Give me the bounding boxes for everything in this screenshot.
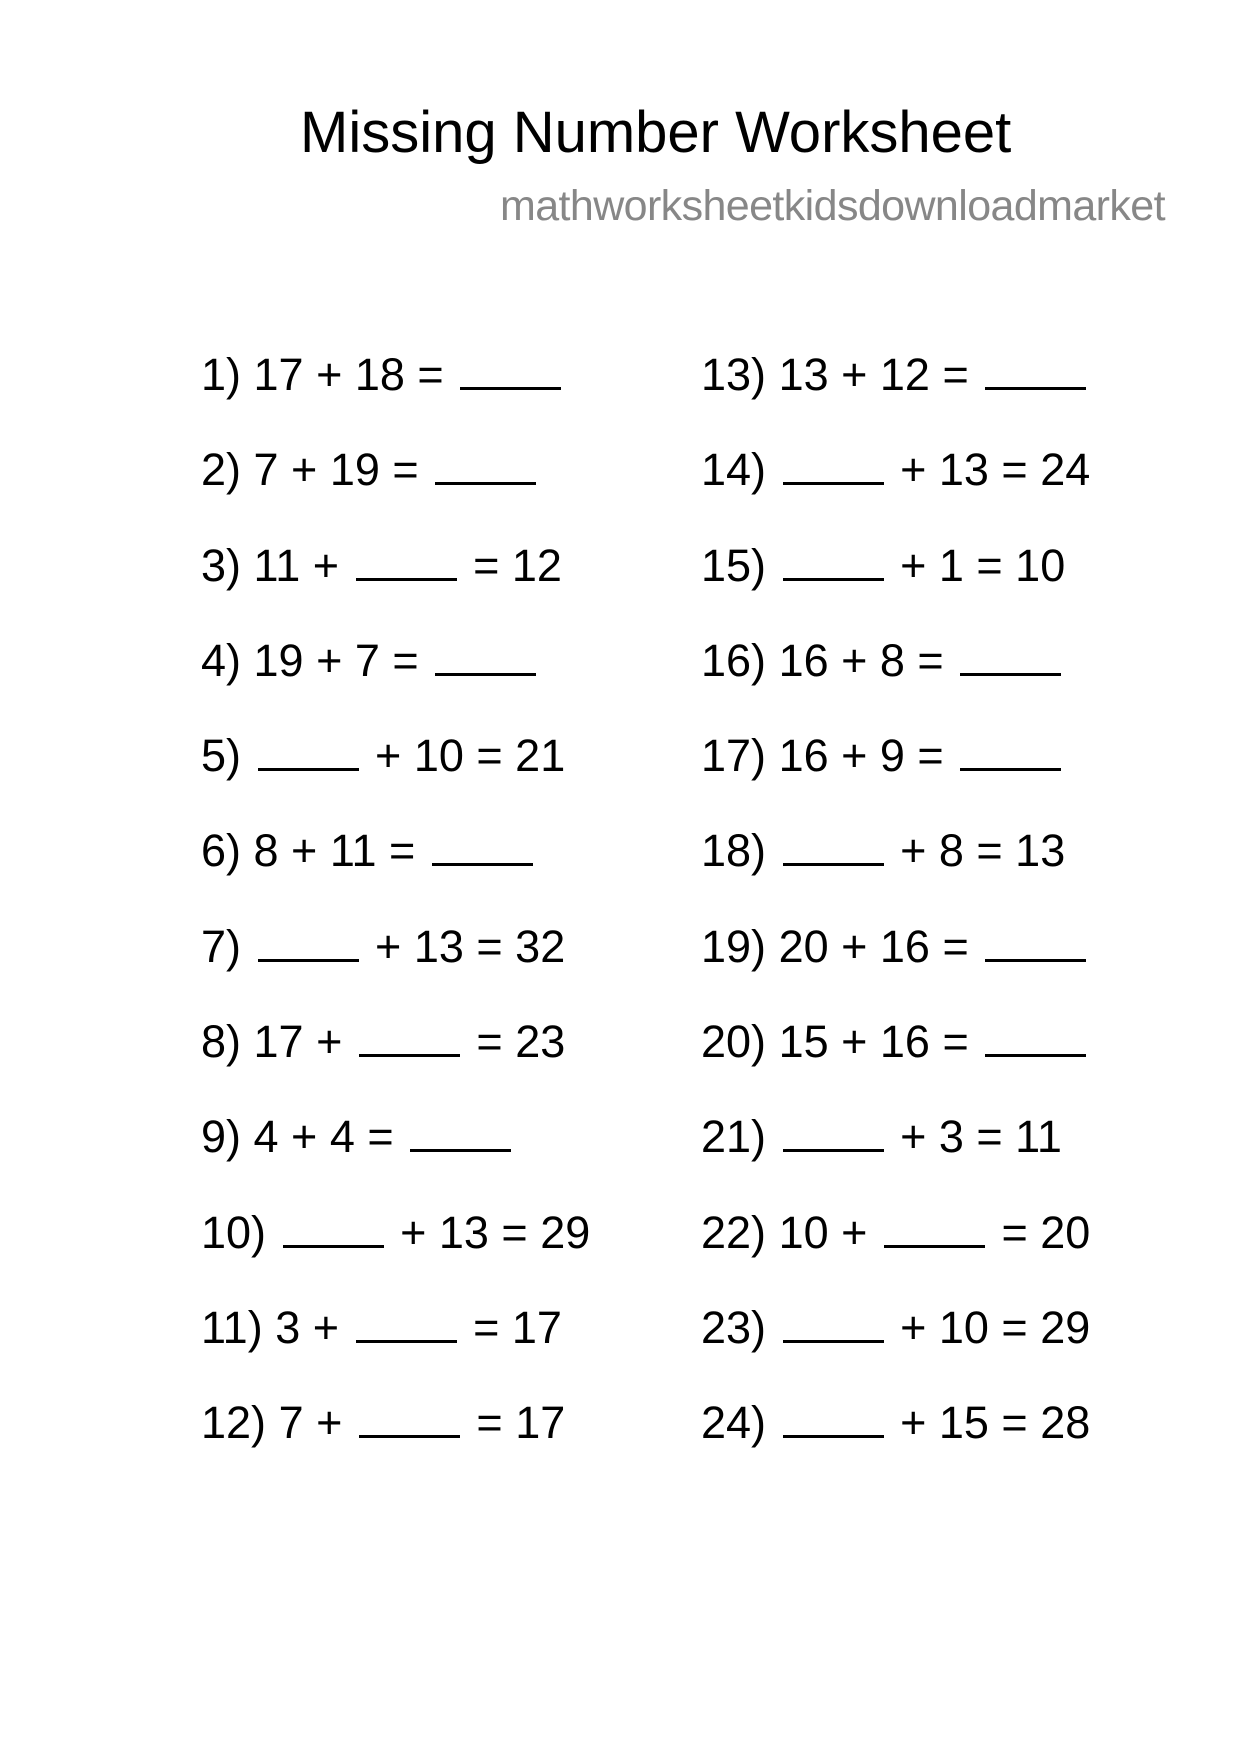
problems-column-right [701, 350, 1090, 1494]
answer-blank[interactable] [783, 1307, 884, 1343]
problem-number: 18) [701, 825, 767, 877]
answer-blank[interactable] [960, 640, 1061, 676]
answer-blank[interactable] [435, 640, 536, 676]
answer-blank[interactable] [985, 354, 1086, 390]
equation-after-blank: + 13 = 32 [375, 920, 566, 972]
problem-item [701, 1017, 1090, 1112]
page-title: Missing Number Worksheet [300, 100, 1012, 165]
equation-before-blank: 13 + 12 = [778, 349, 969, 400]
equation-before-blank: 16 + 8 = [778, 634, 944, 686]
equation-after-blank: + 3 = 11 [900, 1111, 1062, 1163]
problem-number: 16) [701, 634, 767, 686]
answer-blank[interactable] [783, 830, 884, 866]
equation-before-blank: 19 + 7 = [253, 634, 419, 686]
problem-number: 23) [701, 1301, 767, 1353]
problem-item [201, 922, 590, 1017]
problem-number: 11) [201, 1301, 263, 1353]
answer-blank[interactable] [359, 1021, 460, 1057]
equation-before-blank: 10 + [778, 1206, 868, 1258]
answer-blank[interactable] [783, 1116, 884, 1152]
equation-before-blank: 16 + 9 = [778, 730, 944, 782]
problem-number: 6) [201, 825, 242, 877]
equation-after-blank: + 13 = 24 [900, 444, 1091, 496]
problem-item [701, 922, 1090, 1017]
problem-item [201, 1112, 590, 1207]
answer-blank[interactable] [356, 1307, 457, 1343]
problem-number: 8) [201, 1016, 242, 1068]
problem-item [701, 731, 1090, 826]
problem-number: 15) [701, 539, 767, 591]
answer-blank[interactable] [460, 354, 561, 390]
answer-blank[interactable] [359, 1402, 460, 1438]
site-watermark: mathworksheetkidsdownloadmarket [500, 182, 1165, 230]
equation-before-blank: 15 + 16 = [778, 1016, 969, 1068]
equation-before-blank: 8 + 11 = [253, 825, 416, 877]
problem-item [201, 1208, 590, 1303]
equation-after-blank: = 17 [473, 1301, 562, 1353]
equation-after-blank: + 1 = 10 [900, 539, 1066, 591]
answer-blank[interactable] [783, 1402, 884, 1438]
answer-blank[interactable] [432, 830, 533, 866]
equation-before-blank: 20 + 16 = [778, 920, 969, 972]
problem-number: 14) [701, 444, 767, 496]
equation-before-blank: 11 + [253, 539, 340, 591]
equation-before-blank: 7 + [278, 1397, 343, 1449]
answer-blank[interactable] [435, 449, 536, 485]
problem-number: 17) [701, 730, 767, 782]
problem-number: 13) [701, 349, 767, 400]
answer-blank[interactable] [283, 1212, 384, 1248]
equation-after-blank: + 8 = 13 [900, 825, 1066, 877]
problem-number: 9) [201, 1111, 242, 1163]
problem-item [201, 445, 590, 540]
equation-after-blank: = 20 [1001, 1206, 1091, 1258]
problem-item [201, 731, 590, 826]
problem-item [201, 1303, 590, 1398]
problem-item [201, 350, 590, 445]
problem-item [201, 541, 590, 636]
answer-blank[interactable] [258, 735, 359, 771]
answer-blank[interactable] [410, 1116, 511, 1152]
problem-number: 22) [701, 1206, 767, 1258]
problem-item [701, 541, 1090, 636]
answer-blank[interactable] [985, 1021, 1086, 1057]
answer-blank[interactable] [783, 545, 884, 581]
problem-item [701, 826, 1090, 921]
problem-item [201, 1017, 590, 1112]
problem-item [201, 636, 590, 731]
equation-before-blank: 17 + 18 = [253, 349, 444, 400]
problem-item [201, 826, 590, 921]
answer-blank[interactable] [985, 926, 1086, 962]
answer-blank[interactable] [884, 1212, 985, 1248]
problem-number: 1) [201, 349, 242, 400]
problem-item [701, 1208, 1090, 1303]
equation-after-blank: + 10 = 21 [375, 730, 566, 782]
equation-after-blank: = 17 [476, 1397, 566, 1449]
problem-number: 3) [201, 539, 242, 591]
equation-before-blank: 7 + 19 = [253, 444, 419, 496]
problem-item [701, 1398, 1090, 1493]
problem-number: 7) [201, 920, 242, 972]
equation-before-blank: 4 + 4 = [253, 1111, 394, 1163]
equation-after-blank: + 10 = 29 [900, 1301, 1091, 1353]
equation-after-blank: = 23 [476, 1016, 566, 1068]
problem-number: 4) [201, 634, 242, 686]
problem-item [701, 350, 1090, 445]
problem-number: 20) [701, 1016, 767, 1068]
equation-before-blank: 17 + [253, 1016, 343, 1068]
problem-number: 21) [701, 1111, 767, 1163]
problem-item [701, 1112, 1090, 1207]
problems-column-left [201, 350, 590, 1494]
problem-number: 10) [201, 1206, 267, 1258]
answer-blank[interactable] [258, 926, 359, 962]
equation-after-blank: + 15 = 28 [900, 1397, 1091, 1449]
problem-number: 19) [701, 920, 767, 972]
problem-item [701, 445, 1090, 540]
problem-number: 5) [201, 730, 242, 782]
answer-blank[interactable] [783, 449, 884, 485]
problem-item [701, 636, 1090, 731]
problem-number: 2) [201, 444, 242, 496]
problem-item [201, 1398, 590, 1493]
answer-blank[interactable] [960, 735, 1061, 771]
equation-before-blank: 3 + [275, 1301, 340, 1353]
equation-after-blank: = 12 [473, 539, 562, 591]
problem-number: 12) [201, 1397, 267, 1449]
problem-number: 24) [701, 1397, 767, 1449]
problem-item [701, 1303, 1090, 1398]
equation-after-blank: + 13 = 29 [400, 1206, 591, 1258]
answer-blank[interactable] [356, 545, 457, 581]
